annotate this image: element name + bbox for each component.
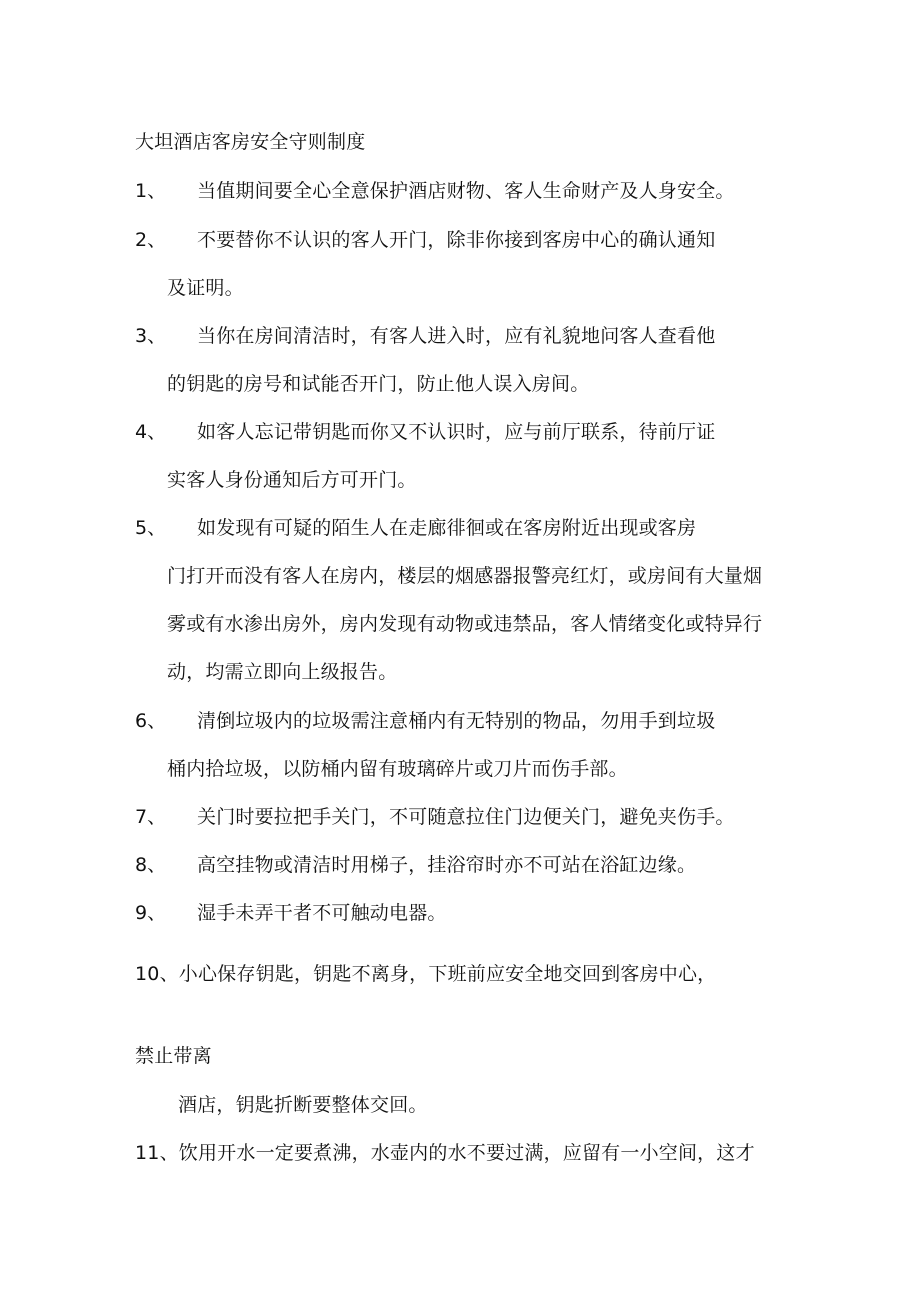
- item-number: 3、: [135, 325, 167, 347]
- item-text: 湿手未弄干者不可触动电器。: [197, 902, 447, 924]
- item-number: 7、: [135, 806, 167, 828]
- item-number: 8、: [135, 854, 167, 876]
- item-11-text: 11、饮用开水一定要煮沸，水壶内的水不要过满，应留有一小空间，这才: [135, 1142, 755, 1164]
- item-text-continued: 动，均需立即向上级报告。: [167, 661, 398, 683]
- item-text: 高空挂物或清洁时用梯子，挂浴帘时亦不可站在浴缸边缘。: [197, 854, 697, 876]
- item-number: 2、: [135, 229, 167, 251]
- item-text: 如发现有可疑的陌生人在走廊徘徊或在客房附近出现或客房: [197, 517, 697, 539]
- item-10-text-continued: 酒店，钥匙折断要整体交回。: [178, 1094, 428, 1116]
- item-number: 5、: [135, 517, 167, 539]
- item-text: 当值期间要全心全意保护酒店财物、客人生命财产及人身安全。: [197, 180, 735, 202]
- item-text-continued: 门打开而没有客人在房内，楼层的烟感器报警亮红灯，或房间有大量烟: [167, 565, 763, 587]
- item-text-continued: 实客人身份通知后方可开门。: [167, 469, 417, 491]
- item-text: 清倒垃圾内的垃圾需注意桶内有无特别的物品，勿用手到垃圾: [197, 710, 716, 732]
- item-text-continued: 雾或有水渗出房外，房内发现有动物或违禁品，客人情绪变化或特异行: [167, 613, 763, 635]
- item-number: 6、: [135, 710, 167, 732]
- item-text-continued: 的钥匙的房号和试能否开门，防止他人误入房间。: [167, 373, 590, 395]
- item-text: 关门时要拉把手关门，不可随意拉住门边便关门，避免夹伤手。: [197, 806, 735, 828]
- item-number: 1、: [135, 180, 167, 202]
- item-text: 当你在房间清洁时，有客人进入时，应有礼貌地问客人查看他: [197, 325, 716, 347]
- item-10-text: 10、小心保存钥匙，钥匙不离身，下班前应安全地交回到客房中心，: [135, 963, 717, 985]
- item-text-continued: 及证明。: [167, 277, 244, 299]
- item-text-continued: 桶内拾垃圾，以防桶内留有玻璃碎片或刀片而伤手部。: [167, 758, 628, 780]
- item-10-text-continued: 禁止带离: [135, 1045, 212, 1067]
- item-number: 4、: [135, 421, 167, 443]
- item-text: 不要替你不认识的客人开门，除非你接到客房中心的确认通知: [197, 229, 716, 251]
- item-number: 9、: [135, 902, 167, 924]
- item-text: 如客人忘记带钥匙而你又不认识时，应与前厅联系，待前厅证: [197, 421, 716, 443]
- document-title: 大坦酒店客房安全守则制度: [135, 131, 366, 153]
